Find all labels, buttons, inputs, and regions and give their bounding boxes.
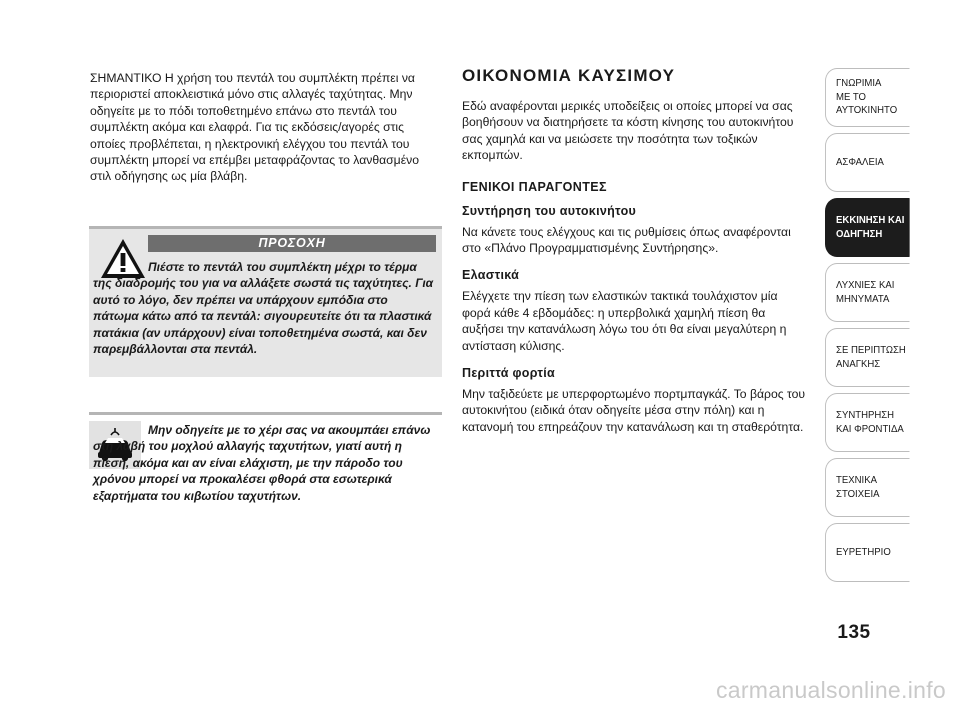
tab-emergency[interactable]: ΣΕ ΠΕΡΙΠΤΩΣΗ ΑΝΑΓΚΗΣ: [825, 328, 910, 387]
tab-starting-and-driving[interactable]: ΕΚΚΙΝΗΣΗ ΚΑΙ ΟΔΗΓΗΣΗ: [825, 198, 910, 257]
general-factors-heading: ΓΕΝΙΚΟΙ ΠΑΡΑΓΟΝΤΕΣ: [462, 179, 607, 194]
page-number: 135: [837, 622, 871, 643]
maintenance-text: Να κάνετε τους ελέγχους και τις ρυθμίσεις όπως αναφέρονται στο «Πλάνο Προγραμματισμένης Συντήρησης».: [462, 224, 791, 256]
page-title: ΟΙΚΟΝΟΜΙΑ ΚΑΥΣΙΜΟΥ: [462, 66, 676, 85]
tab-warning-lights[interactable]: ΛΥΧΝΙΕΣ ΚΑΙ ΜΗΝΥΜΑΤΑ: [825, 263, 910, 322]
watermark: carmanualsonline.info: [715, 677, 946, 703]
maintenance-heading: Συντήρηση του αυτοκινήτου: [462, 203, 637, 218]
fuel-economy-section: [462, 66, 808, 435]
warning-text: Πιέστε το πεντάλ του συμπλέκτη μέχρι το τέρμα της διαδρομής του για να αλλάξετε σωστά τις ταχύτητες. Για αυτό το λόγο, δεν πρέπει να υπάρχουν εμπόδια στο πάτωμα κάτω από τα πεντάλ: σιγουρευτείτε ότι τα πλαστικά πατάκια (αν υπάρχουν) είναι τοποθετημένα σωστά, και δεν παρεμβάλλονται στα πεντάλ.: [93, 260, 434, 357]
tyres-heading: Ελαστικά: [462, 268, 520, 283]
warning-header: ΠΡΟΣΟΧΗ: [148, 235, 436, 252]
tab-getting-to-know[interactable]: ΓΝΩΡΙΜΙΑ ΜΕ ΤΟ ΑΥΤΟΚΙΝΗΤΟ: [825, 68, 910, 127]
note-text: Μην οδηγείτε με το χέρι σας να ακουμπάει επάνω στη λαβή του μοχλού αλλαγής ταχυτήτων, γιατί αυτή η πίεση, ακόμα και αν είναι ελάχιστη, με την πάροδο του χρόνου μπορεί να προκαλέσει φθορά στα εσωτερικά εξαρτήματα του κιβωτίου ταχυτήτων.: [93, 423, 431, 503]
tab-technical-data[interactable]: ΤΕΧΝΙΚΑ ΣΤΟΙΧΕΙΑ: [825, 458, 910, 517]
warning-box: [89, 226, 442, 377]
chapter-tabs: [825, 68, 917, 588]
tab-maintenance[interactable]: ΣΥΝΤΗΡΗΣΗ ΚΑΙ ΦΡΟΝΤΙΔΑ: [825, 393, 910, 452]
section-intro: Εδώ αναφέρονται μερικές υποδείξεις οι οποίες μπορεί να σας βοηθήσουν να διατηρήσετε τα κόστη κίνησης του αυτοκινήτου σας χαμηλά και να μειώσετε την ποσότητα των τοξικών εκπομπών.: [462, 99, 794, 163]
fuel-economy-note: [89, 412, 442, 533]
unnecessary-loads-text: Μην ταξιδεύετε με υπερφορτωμένο πορτμπαγκάζ. Το βάρος του αυτοκινήτου (ειδικά όταν οδηγείτε μέσα στην πόλη) και η κατανομή του επηρεάζουν την κατανάλωση και τη σταθερότητα.: [462, 387, 806, 434]
intro-paragraph: ΣΗΜΑΝΤΙΚΟ Η χρήση του πεντάλ του συμπλέκτη πρέπει να περιοριστεί αποκλειστικά μόνο στις αλλαγές ταχύτητας. Μην οδηγείτε με το πόδι τοποθετημένο επάνω στο πεντάλ του συμπλέκτη ακόμα και ελαφρά. Για τις εκδόσεις/αγορές στις οποίες προβλέπεται, η ηλεκτρονική ελέγχου του πεντάλ του συμπλέκτη μπορεί να επέμβει μεταφράζοντας το λανθασμένο στιλ οδήγησης ως μία βλάβη.: [90, 71, 420, 184]
unnecessary-loads-heading: Περιττά φορτία: [462, 366, 556, 381]
tab-index[interactable]: ΕΥΡΕΤΗΡΙΟ: [825, 523, 910, 582]
tab-safety[interactable]: ΑΣΦΑΛΕΙΑ: [825, 133, 910, 192]
tyres-text: Ελέγχετε την πίεση των ελαστικών τακτικά τουλάχιστον μία φορά κάθε 4 εβδομάδες: η υπερβολικά χαμηλή πίεση θα αυξήσει την κατανάλωση λόγω του ότι θα είναι μεγαλύτερη η αντίσταση κύλισης.: [462, 289, 787, 353]
